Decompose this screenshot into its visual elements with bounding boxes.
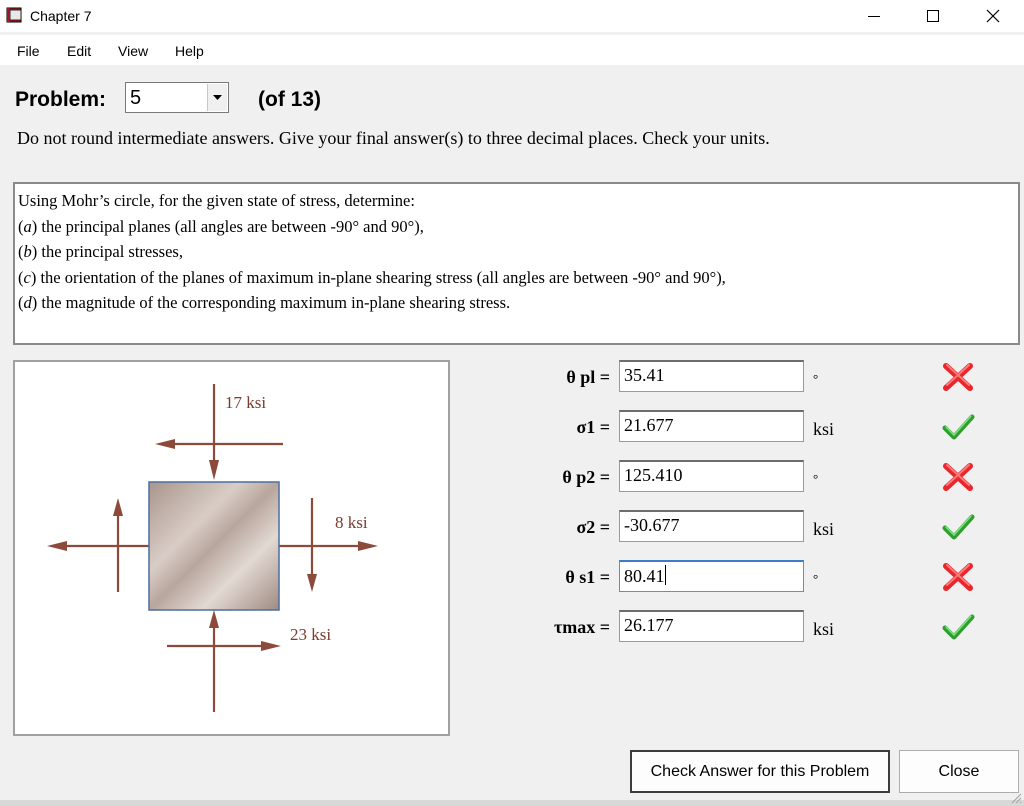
incorrect-icon [940,560,976,594]
answer-label-theta-s1: θ s1 = [565,567,610,587]
answer-label-theta-p1: θ pl = [566,367,610,387]
correct-icon [940,510,976,544]
question-part-c: (c) the orientation of the planes of maximum in-plane shearing stress (all angles are between -90° and 90°), [18,267,726,287]
top-stress-label: 17 ksi [225,393,267,412]
menu-file[interactable]: File [17,43,40,59]
question-part-b: (b) the principal stresses, [18,242,183,261]
text-cursor [665,565,666,585]
theta-p1-input[interactable]: 35.41 [619,360,804,392]
degree-unit: ° [813,571,819,586]
close-window-button[interactable] [970,0,1016,32]
close-icon [986,9,1000,23]
incorrect-icon [940,460,976,494]
bottom-edge [0,800,1024,806]
minimize-button[interactable] [851,0,897,32]
resize-grip-icon[interactable] [1010,792,1022,804]
ksi-unit: ksi [813,419,835,439]
question-intro: Using Mohr’s circle, for the given state of stress, determine: [18,191,415,210]
sigma1-input[interactable]: 21.677 [619,410,804,442]
ksi-unit: ksi [813,519,835,539]
menu-help[interactable]: Help [175,43,204,59]
answer-label-sigma2: σ2 = [576,517,610,537]
answer-label-theta-p2: θ p2 = [562,467,610,487]
theta-p2-input[interactable]: 125.410 [619,460,804,492]
menu-edit[interactable]: Edit [67,43,92,59]
problem-count: (of 13) [258,88,321,111]
question-part-a: (a) the principal planes (all angles are between -90° and 90°), [18,216,424,236]
instructions-text: Do not round intermediate answers. Give your final answer(s) to three decimal places. Check your units. [17,128,770,148]
stress-element-figure [13,360,450,736]
tau-max-input[interactable]: 26.177 [619,610,804,642]
answer-label-sigma1: σ1 = [576,417,610,437]
bottom-stress-label: 23 ksi [290,625,332,644]
problem-number: 5 [130,87,142,109]
correct-icon [940,610,976,644]
title-bar [0,0,1024,32]
close-button[interactable]: Close [899,750,1019,793]
incorrect-icon [940,360,976,394]
question-text-box [13,182,1020,345]
minimize-icon [868,10,880,22]
problem-label: Problem: [15,88,107,111]
maximize-icon [927,10,939,22]
check-answer-button[interactable]: Check Answer for this Problem [630,750,890,793]
ksi-unit: ksi [813,619,835,639]
maximize-button[interactable] [910,0,956,32]
chevron-down-icon [213,95,222,100]
stress-element-square [149,482,279,610]
degree-unit: ° [813,471,819,486]
correct-icon [940,410,976,444]
sigma2-input[interactable]: -30.677 [619,510,804,542]
window-title: Chapter 7 [30,8,92,24]
problem-select[interactable] [125,82,229,113]
degree-unit: ° [813,371,819,386]
menu-view[interactable]: View [118,43,149,59]
dropdown-button[interactable] [207,84,227,111]
question-part-d: (d) the magnitude of the corresponding maximum in-plane shearing stress. [18,293,511,312]
stress-diagram [15,362,448,734]
menu-bar [0,35,1024,65]
book-icon [6,7,24,23]
theta-s1-input[interactable]: 80.41 [619,560,804,592]
right-stress-label: 8 ksi [335,513,368,532]
answer-label-tau-max: τmax = [553,617,610,637]
